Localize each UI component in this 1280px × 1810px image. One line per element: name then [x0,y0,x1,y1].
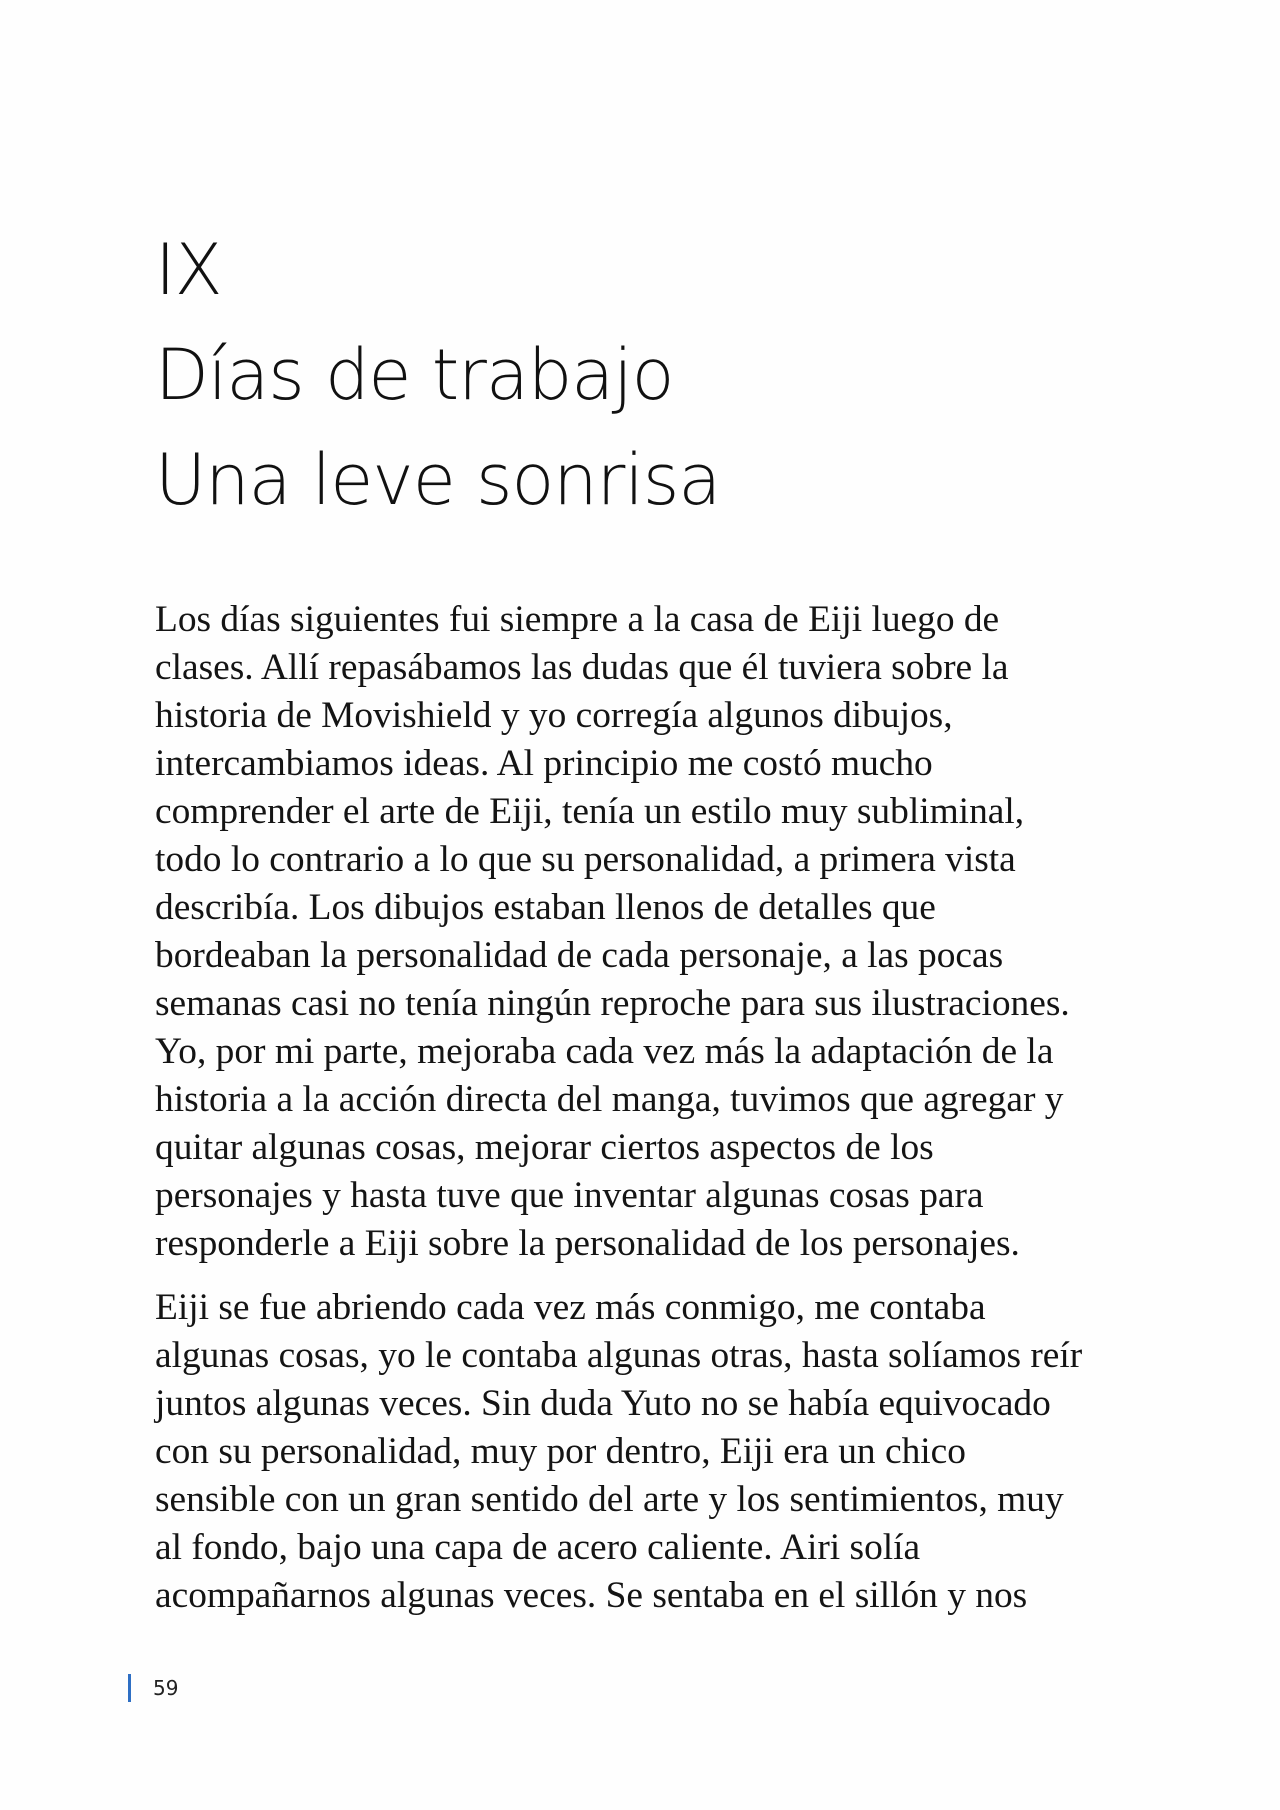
text-line: bordeaban la personalidad de cada personaje, a las pocas [155,935,1004,976]
chapter-number: IX [155,229,222,311]
text-line: algunas cosas, yo le contaba algunas otras, hasta solíamos reír [155,1335,1083,1376]
footer-accent-bar [128,1674,131,1702]
text-line: personajes y hasta tuve que inventar algunas cosas para [155,1175,984,1216]
text-line: quitar algunas cosas, mejorar ciertos aspectos de los [155,1127,934,1168]
text-line: al fondo, bajo una capa de acero caliente. Airi solía [155,1527,921,1568]
text-line: clases. Allí repasábamos las dudas que él tuviera sobre la [155,647,1009,688]
text-line: intercambiamos ideas. Al principio me costó mucho [155,743,933,784]
page-footer [128,1673,178,1703]
chapter-title-line-2: Una leve sonrisa [155,439,721,521]
text-line: Eiji se fue abriendo cada vez más conmigo, me contaba [155,1287,986,1328]
text-line: Yo, por mi parte, mejoraba cada vez más la adaptación de la [155,1031,1054,1072]
text-line: sensible con un gran sentido del arte y los sentimientos, muy [155,1479,1064,1520]
text-line: Los días siguientes fui siempre a la casa de Eiji luego de [155,599,1000,640]
chapter-title-line-1: Días de trabajo [155,334,674,416]
text-line: semanas casi no tenía ningún reproche para sus ilustraciones. [155,983,1070,1024]
text-line: comprender el arte de Eiji, tenía un estilo muy subliminal, [155,791,1025,832]
text-line: historia de Movishield y yo corregía algunos dibujos, [155,695,953,736]
paragraph-2 [155,1284,1145,1620]
text-line: juntos algunas veces. Sin duda Yuto no se había equivocado [155,1383,1051,1424]
text-line: responderle a Eiji sobre la personalidad de los personajes. [155,1223,1020,1264]
chapter-heading [155,218,1155,533]
text-line: todo lo contrario a lo que su personalidad, a primera vista [155,839,1016,880]
body-text [155,596,1145,1620]
text-line: describía. Los dibujos estaban llenos de detalles que [155,887,936,928]
paragraph-1 [155,596,1145,1268]
page-number: 59 [153,1676,179,1700]
text-line: con su personalidad, muy por dentro, Eiji era un chico [155,1431,966,1472]
text-line: historia a la acción directa del manga, tuvimos que agregar y [155,1079,1064,1120]
text-line: acompañarnos algunas veces. Se sentaba en el sillón y nos [155,1575,1028,1616]
